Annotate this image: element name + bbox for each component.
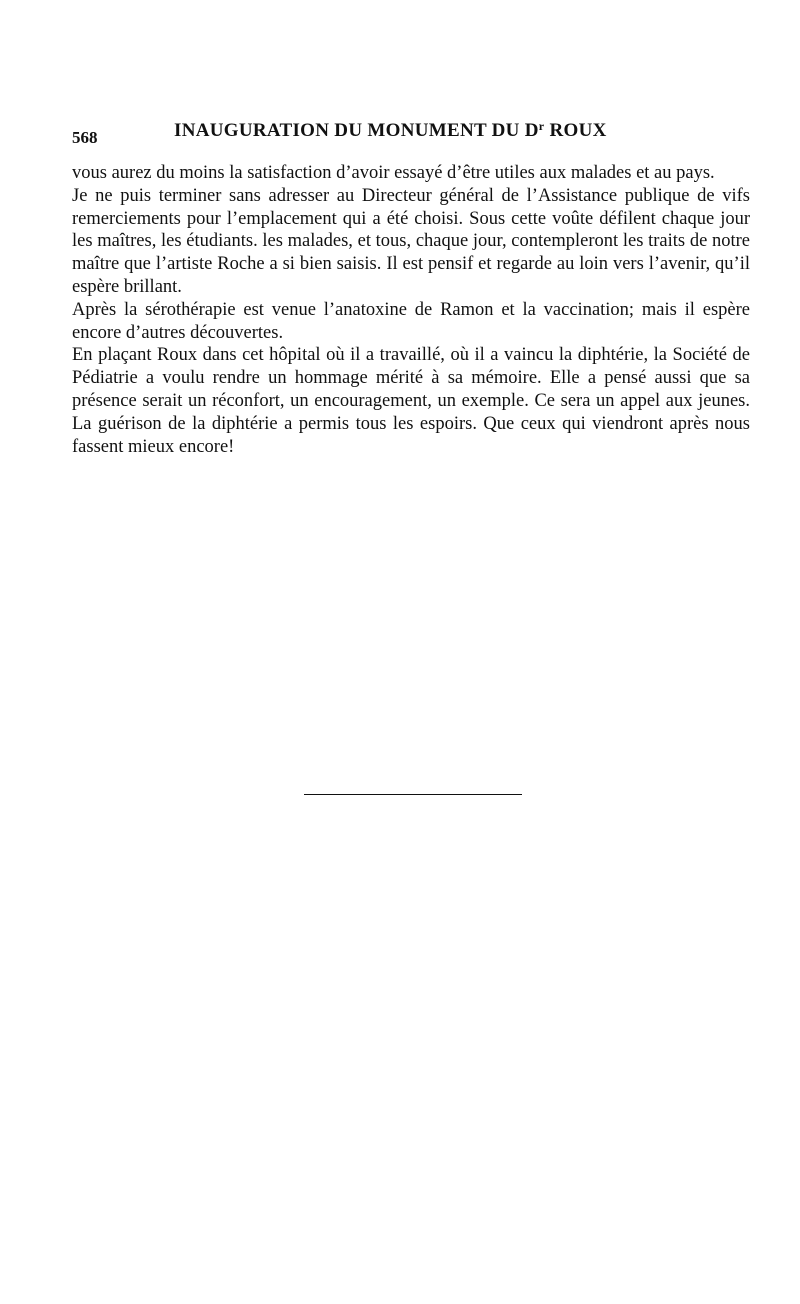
header-title-main: INAUGURATION DU MONUMENT DU D [174,120,539,141]
body-text [72,162,750,458]
paragraph-conclusion: En plaçant Roux dans cet hôpital où il a travaillé, où il a vaincu la diphtérie, la Société de Pédiatrie a voulu rendre un hommage mérité à sa mémoire. Elle a pensé aussi que sa présence serait un réconfort, un encouragement, un exemple. Ce sera un appel aux jeunes. La guérison de la diphtérie a permis tous les espoirs. Que ceux qui viendront après nous fassent mieux encore! [72,345,750,457]
page-header-title [174,120,607,142]
header-title-end: ROUX [544,120,607,141]
paragraph-continuation: vous aurez du moins la satisfaction d’avoir essayé d’être utiles aux malades et au pays. [72,163,715,183]
paragraph-serotherapy: Après la sérothérapie est venue l’anatoxine de Ramon et la vaccination; mais il espère encore d’autres découvertes. [72,299,750,343]
paragraph-thanks: Je ne puis terminer sans adresser au Directeur général de l’Assistance publique de vifs remerciements pour l’emplacement qui a été choisi. Sous cette voûte défilent chaque jour les maîtres, les étudiants. les malades, et tous, chaque jour, contempleront les traits de notre maître que l’artiste Roche a si bien saisis. Il est pensif et regarde au loin vers l’avenir, qu’il espère brillant. [72,185,750,297]
page-number: 568 [72,128,98,147]
separator-rule [304,794,522,795]
header-title-superscript: r [538,119,545,133]
running-head [72,120,752,150]
